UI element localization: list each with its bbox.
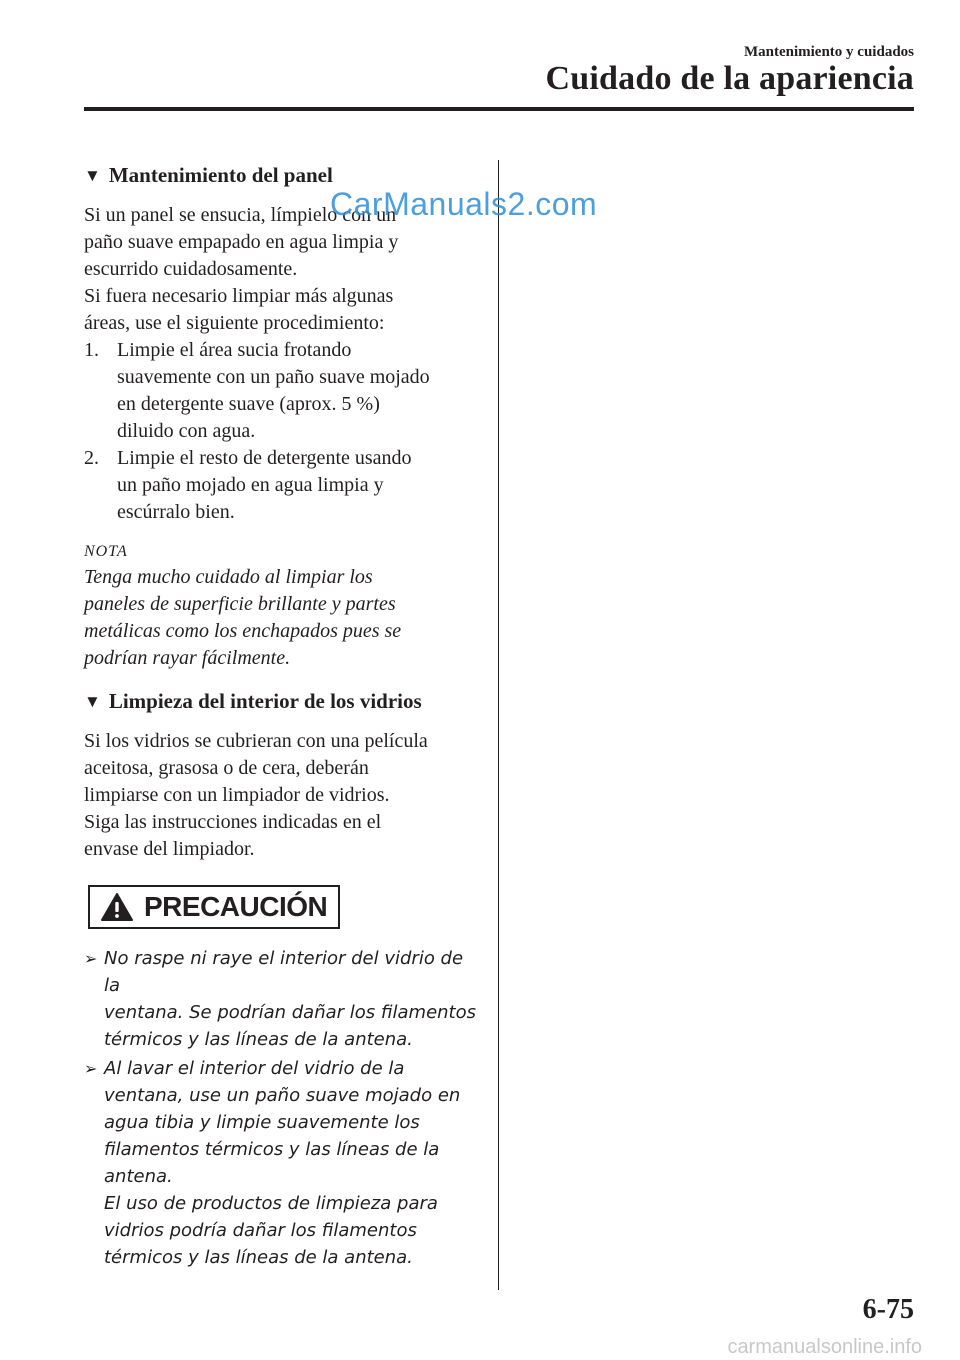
caution-line: ventana, use un paño suave mojado en	[104, 1085, 461, 1106]
caution-item	[84, 945, 484, 1053]
step-line: un paño mojado en agua limpia y	[117, 474, 384, 496]
note-text	[84, 564, 484, 672]
note-line: Tenga mucho cuidado al limpiar los	[84, 566, 373, 588]
step-text	[117, 337, 484, 445]
caution-box	[88, 885, 340, 929]
step-text	[117, 445, 484, 526]
caution-line: agua tibia y limpie suavemente los	[104, 1112, 420, 1133]
step-line: escúrralo bien.	[117, 501, 235, 523]
panel-intro-line: áreas, use el siguiente procedimiento:	[84, 312, 385, 334]
triangle-down-icon: ▼	[84, 166, 101, 185]
note-label: NOTA	[84, 543, 128, 560]
watermark-top: CarManuals2.com	[330, 186, 598, 222]
caution-item	[84, 1055, 484, 1271]
triangle-down-icon: ▼	[84, 692, 101, 711]
caution-line: térmicos y las líneas de la antena.	[104, 1029, 413, 1050]
step-line: Limpie el área sucia frotando	[117, 339, 352, 361]
caution-item-text	[104, 945, 484, 1053]
caution-line: filamentos térmicos y las líneas de la	[104, 1139, 440, 1160]
panel-intro-line: Si fuera necesario limpiar más algunas	[84, 285, 394, 307]
panel-maintenance-heading-text: Mantenimiento del panel	[108, 162, 333, 187]
glass-cleaning-heading-text: Limpieza del interior de los vidrios	[108, 688, 422, 713]
procedure-step	[84, 337, 484, 445]
procedure-steps	[84, 337, 484, 526]
panel-intro-line: escurrido cuidadosamente.	[84, 258, 298, 280]
caution-line: No raspe ni raye el interior del vidrio de la	[104, 948, 464, 996]
section-title: Cuidado de la apariencia	[545, 60, 914, 97]
glass-line: envase del limpiador.	[84, 838, 255, 860]
step-line: Limpie el resto de detergente usando	[117, 447, 412, 469]
glass-line: aceitosa, grasosa o de cera, deberán	[84, 757, 369, 779]
left-column	[84, 160, 484, 1273]
caution-label: PRECAUCIÓN	[144, 891, 328, 922]
note-line: paneles de superficie brillante y partes	[84, 593, 396, 615]
caution-line: Al lavar el interior del vidrio de la	[104, 1058, 405, 1079]
note-line: podrían rayar fácilmente.	[84, 647, 291, 669]
caution-items	[84, 945, 484, 1271]
step-line: en detergente suave (aprox. 5 %)	[117, 393, 380, 415]
caution-line: vidrios podría dañar los filamentos	[104, 1220, 417, 1241]
page-number: 6-75	[862, 1294, 914, 1325]
step-line: diluido con agua.	[117, 420, 256, 442]
glass-line: Siga las instrucciones indicadas en el	[84, 811, 382, 833]
step-number: 1.	[84, 339, 99, 361]
glass-cleaning-text	[84, 728, 484, 863]
warning-triangle-icon	[100, 892, 134, 922]
chapter-title: Mantenimiento y cuidados	[743, 44, 914, 60]
caution-line: El uso de productos de limpieza para	[104, 1193, 438, 1214]
arrowhead-bullet-icon: ➢	[84, 949, 98, 968]
note-line: metálicas como los enchapados pues se	[84, 620, 402, 642]
glass-line: limpiarse con un limpiador de vidrios.	[84, 784, 390, 806]
step-line: suavemente con un paño suave mojado	[117, 366, 430, 388]
panel-intro-line: paño suave empapado en agua limpia y	[84, 231, 399, 253]
caution-line: térmicos y las líneas de la antena.	[104, 1247, 413, 1268]
panel-intro-line: Si un panel se ensucia, límpielo con un	[84, 204, 397, 226]
step-number: 2.	[84, 447, 99, 469]
caution-item-text	[104, 1055, 484, 1271]
glass-line: Si los vidrios se cubrieran con una película	[84, 730, 428, 752]
caution-line: antena.	[104, 1166, 173, 1187]
glass-cleaning-heading	[84, 686, 484, 716]
header-rule	[84, 107, 914, 111]
arrowhead-bullet-icon: ➢	[84, 1059, 98, 1078]
column-divider	[498, 160, 499, 1290]
procedure-step	[84, 445, 484, 526]
watermark-bottom: carmanualsonline.info	[727, 1336, 922, 1358]
caution-line: ventana. Se podrían dañar los filamentos	[104, 1002, 477, 1023]
